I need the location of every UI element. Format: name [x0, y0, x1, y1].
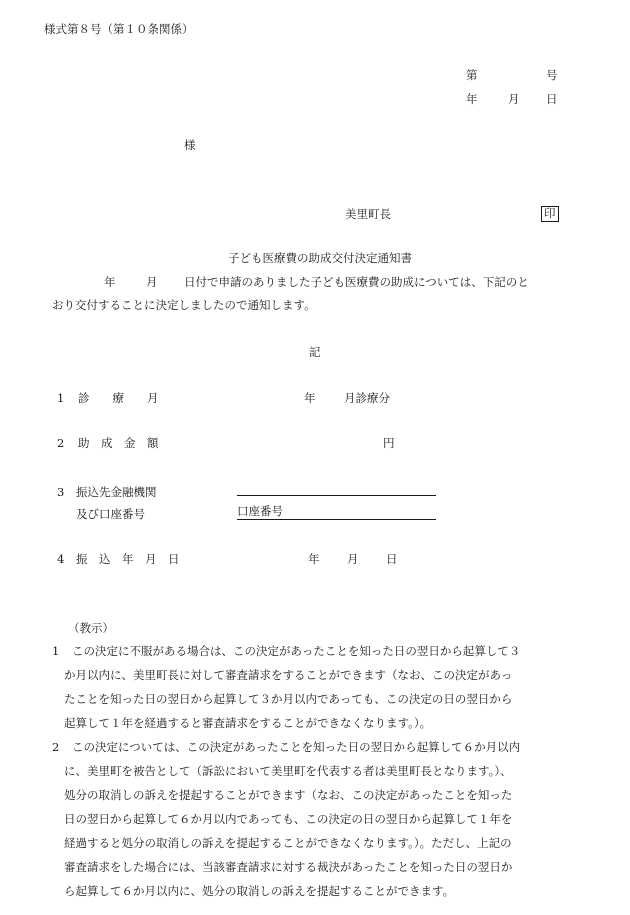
notice-2-line-3: 処分の取消しの訴えを提起することができます（なお、この決定があったことを知った [64, 788, 513, 802]
addressee-honorific: 様 [184, 138, 196, 152]
notice-2-num: 2 [52, 740, 60, 754]
form-label: 様式第８号（第１０条関係） [44, 22, 194, 36]
notice-2-line-5: 経過すると処分の取消しの訴えを提起することができなくなります。）。ただし、上記の [64, 836, 512, 850]
issuer: 美里町長 [345, 207, 391, 221]
notice-1-num: 1 [52, 644, 60, 658]
number-dai: 第 [466, 68, 478, 82]
notice-1-line-1: この決定に不服がある場合は、この決定があったことを知った日の翌日から起算して３ [72, 644, 521, 658]
bank-name-line [237, 495, 436, 496]
date-month: 月 [508, 92, 520, 106]
item-2-num: 2 [57, 436, 65, 450]
item-4-num: 4 [57, 552, 65, 566]
number-go: 号 [546, 68, 558, 82]
item-4-year: 年 [308, 552, 320, 566]
notice-2-line-2: に、美里町を被告として（訴訟において美里町を代表する者は美里町長となります。）、 [64, 764, 512, 778]
item-1-num: 1 [57, 391, 65, 405]
notice-2-line-1: この決定については、この決定があったことを知った日の翌日から起算して６か月以内 [72, 740, 521, 754]
date-year: 年 [466, 92, 478, 106]
item-1-month: 月診療分 [344, 391, 390, 405]
body-line2: おり交付することに決定しましたので通知します。 [52, 298, 316, 312]
account-label: 口座番号 [237, 504, 283, 518]
notice-heading: （教示） [68, 621, 114, 635]
item-4-month: 月 [347, 552, 359, 566]
notice-1-line-3: たことを知った日の翌日から起算して３か月以内であっても、この決定の日の翌日から [64, 692, 513, 706]
body-month: 月 [146, 275, 158, 289]
notice-2-line-4: 日の翌日から起算して６か月以内であっても、この決定の日の翌日から起算して１年を [64, 812, 513, 826]
notice-1-line-2: か月以内に、美里町長に対して審査請求をすることができます（なお、この決定があっ [64, 668, 513, 682]
seal-mark: 印 [541, 206, 559, 222]
item-4-day: 日 [386, 552, 398, 566]
notice-2-line-6: 審査請求をした場合には、当該審査請求に対する裁決があったことを知った日の翌日か [64, 860, 513, 874]
notice-1-line-4: 起算して１年を経過すると審査請求をすることができなくなります。）。 [64, 716, 432, 730]
item-4-label: 振 込 年 月 日 [76, 552, 180, 566]
item-1-label: 診 療 月 [78, 391, 159, 405]
item-2-label: 助 成 金 額 [78, 436, 159, 450]
body-year: 年 [104, 275, 116, 289]
document-title: 子ども医療費の助成交付決定通知書 [228, 251, 412, 265]
item-3-label: 振込先金融機関 [76, 485, 157, 499]
ki-mark: 記 [309, 345, 321, 359]
item-3-label2: 及び口座番号 [76, 507, 145, 521]
notice-2-line-7: ら起算して６か月以内に、処分の取消しの訴えを提起することができます。 [64, 884, 455, 898]
body-line1: 日付で申請のありました子ども医療費の助成については、下記のと [184, 275, 529, 289]
item-3-num: 3 [57, 485, 65, 499]
item-2-yen: 円 [383, 436, 395, 450]
date-day: 日 [546, 92, 558, 106]
account-line [237, 519, 436, 520]
item-1-year: 年 [304, 391, 316, 405]
